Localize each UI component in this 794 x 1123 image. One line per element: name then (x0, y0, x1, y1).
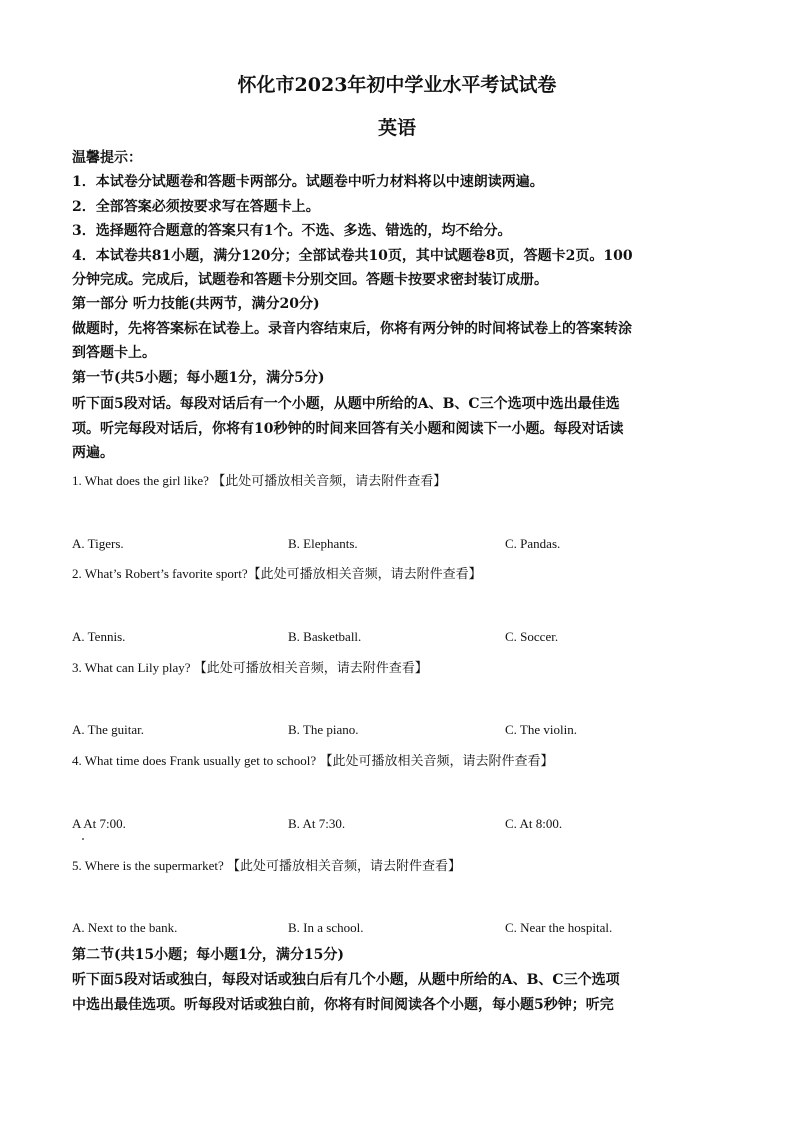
q3-option-b[interactable]: B. The piano. (288, 722, 359, 737)
section1-heading: 第一节(共5小题；每小题1分，满分5分) (72, 370, 325, 386)
question-1: 1. What does the girl like? 【此处可播放相关音频，请去附件查看】 (72, 473, 447, 488)
q3-option-c[interactable]: C. The violin. (505, 722, 577, 737)
section2-heading: 第二节(共15小题；每小题1分，满分15分) (72, 947, 344, 963)
q5-option-c[interactable]: C. Near the hospital. (505, 920, 613, 935)
question-3: 3. What can Lily play? 【此处可播放相关音频，请去附件查看】 (72, 660, 428, 675)
question-2: 2. What’s Robert’s favorite sport?【此处可播放相关音频，请去附件查看】 (72, 566, 482, 581)
notice-heading: 温馨提示： (72, 150, 142, 166)
q1-option-a[interactable]: A. Tigers. (72, 536, 124, 551)
notice-line: 2．全部答案必须按要求写在答题卡上。 (72, 199, 320, 215)
q4-option-b[interactable]: B. At 7:30. (288, 816, 346, 831)
section2-instruction: 中选出最佳选项。听每段对话或独白前，你将有时间阅读各个小题，每小题5秒钟；听完 (72, 997, 614, 1013)
notice-line: 3．选择题符合题意的答案只有1个。不选、多选、错选的，均不给分。 (72, 223, 512, 239)
question-4: 4. What time does Frank usually get to school? 【此处可播放相关音频，请去附件查看】 (72, 753, 554, 768)
q3-option-a[interactable]: A. The guitar. (72, 722, 144, 737)
section1-instruction: 两遍。 (72, 445, 114, 461)
section2-instruction: 听下面5段对话或独白，每段对话或独白后有几个小题，从题中所给的A、B、C三个选项 (72, 972, 620, 988)
notice-line: 分钟完成。完成后，试题卷和答题卡分别交回。答题卡按要求密封装订成册。 (72, 272, 548, 288)
scan-dot-mark (82, 838, 84, 840)
exam-title: 怀化市2023年初中学业水平考试试卷 (237, 74, 557, 96)
q1-option-c[interactable]: C. Pandas. (505, 536, 561, 551)
q5-option-a[interactable]: A. Next to the bank. (72, 920, 178, 935)
question-5: 5. Where is the supermarket? 【此处可播放相关音频，请去附件查看】 (72, 858, 461, 873)
notice-line: 1．本试卷分试题卷和答题卡两部分。试题卷中听力材料将以中速朗读两遍。 (72, 174, 544, 190)
part1-instruction: 到答题卡上。 (72, 345, 156, 361)
q1-option-b[interactable]: B. Elephants. (288, 536, 358, 551)
exam-subject: 英语 (377, 117, 416, 139)
section1-instruction: 听下面5段对话。每段对话后有一个小题，从题中所给的A、B、C三个选项中选出最佳选 (72, 396, 620, 412)
q5-option-b[interactable]: B. In a school. (288, 920, 364, 935)
section1-instruction: 项。听完每段对话后，你将有10秒钟的时间来回答有关小题和阅读下一小题。每段对话读 (72, 421, 624, 437)
part1-heading: 第一部分 听力技能(共两节，满分20分) (72, 296, 320, 312)
q2-option-a[interactable]: A. Tennis. (72, 629, 126, 644)
q4-option-c[interactable]: C. At 8:00. (505, 816, 563, 831)
part1-instruction: 做题时，先将答案标在试卷上。录音内容结束后，你将有两分钟的时间将试卷上的答案转涂 (72, 321, 632, 337)
q2-option-b[interactable]: B. Basketball. (288, 629, 362, 644)
q2-option-c[interactable]: C. Soccer. (505, 629, 559, 644)
notice-line: 4．本试卷共81小题，满分120分；全部试卷共10页，其中试题卷8页，答题卡2页。100 (72, 248, 633, 264)
q4-option-a[interactable]: A At 7:00. (72, 816, 126, 831)
